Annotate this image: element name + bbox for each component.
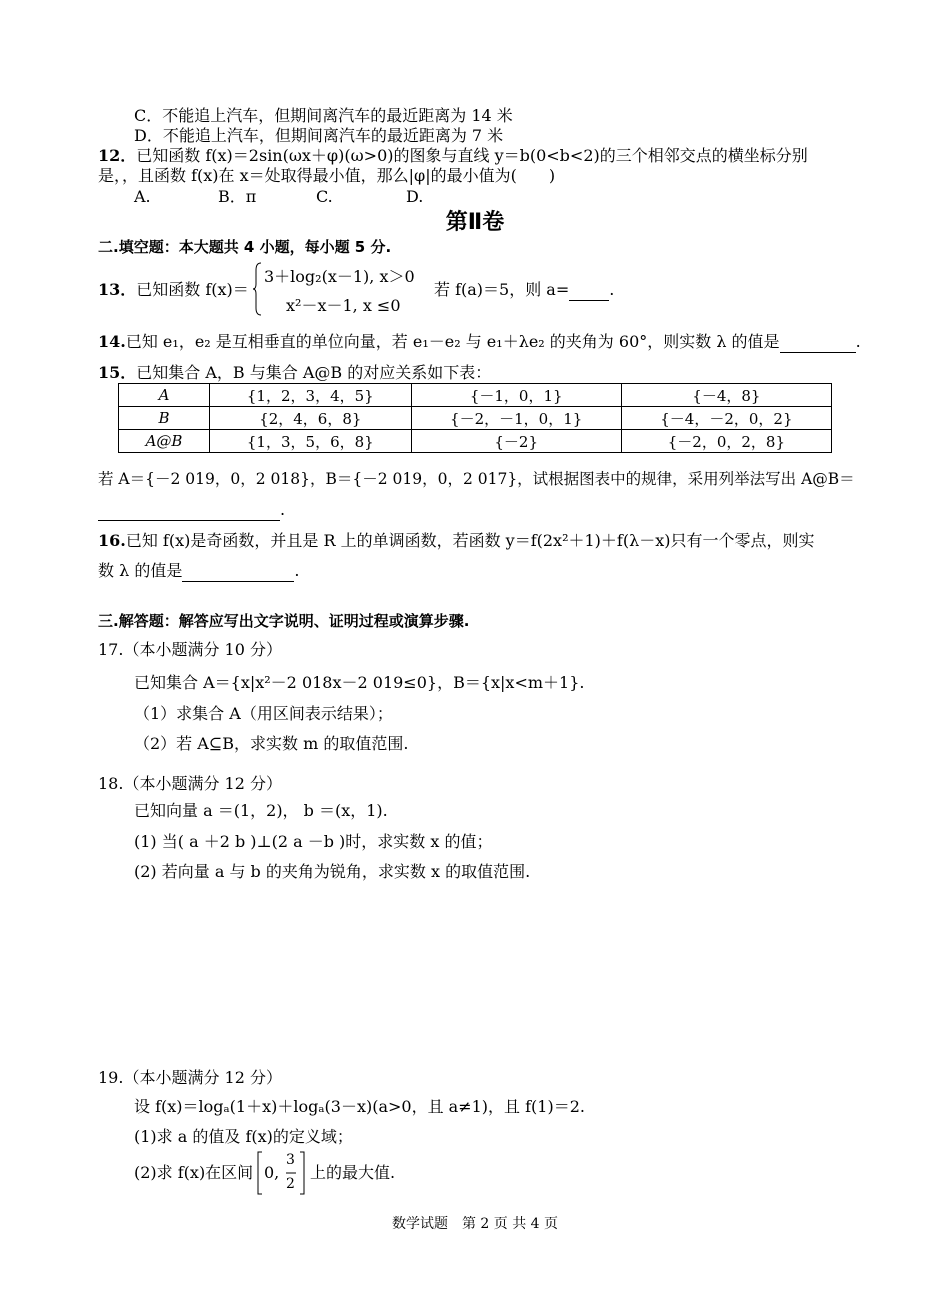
q16-answer-blank bbox=[182, 561, 294, 582]
q18-heading: 18.（本小题满分 12 分） bbox=[98, 774, 282, 793]
q12-text-line1: 已知函数 f(x)＝2sin(ωx＋φ)(ω>0)的图象与直线 y＝b(0<b<2)的三个相邻交点的横坐标分别 bbox=[136, 146, 808, 165]
q19-interval-left: 0, bbox=[264, 1163, 280, 1182]
q13-end: . bbox=[609, 280, 615, 299]
table-row bbox=[119, 384, 832, 407]
q16-text-line2: 数 λ 的值是 bbox=[98, 561, 183, 580]
table-cell: A bbox=[119, 384, 210, 407]
q14 bbox=[98, 332, 861, 353]
q13-number: 13． bbox=[98, 280, 137, 299]
q18-part1: (1) 当( a ＋2 b )⊥(2 a －b )时，求实数 x 的值； bbox=[134, 832, 493, 851]
q15-end: . bbox=[280, 500, 286, 519]
table-cell: {－1，0，1} bbox=[411, 384, 621, 407]
q14-text: 已知 e₁，e₂ 是互相垂直的单位向量，若 e₁－e₂ 与 e₁＋λe₂ 的夹角为 60°，则实数 λ 的值是 bbox=[125, 332, 780, 351]
table-cell: {－2} bbox=[411, 430, 621, 453]
q12-number: 12． bbox=[98, 146, 137, 165]
q15-answer-line bbox=[98, 500, 285, 521]
q16-end: . bbox=[294, 561, 300, 580]
table-cell: {1，3，5，6，8} bbox=[210, 430, 412, 453]
q12-option-b: B．π bbox=[218, 187, 257, 206]
q15-number: 15． bbox=[98, 363, 137, 382]
q13-pre: 已知函数 f(x)＝ bbox=[136, 280, 249, 299]
q19-frac-numerator: 3 bbox=[286, 1152, 295, 1168]
q13-piece2: x²－x－1, x ≤0 bbox=[286, 296, 401, 315]
q19-part2-post: 上的最大值. bbox=[310, 1163, 396, 1182]
q19-part1: (1)求 a 的值及 f(x)的定义域； bbox=[134, 1127, 353, 1146]
q13-brace-icon bbox=[252, 262, 262, 316]
section3-heading: 三.解答题：解答应写出文字说明、证明过程或演算步骤. bbox=[98, 612, 470, 630]
q13-piece1: 3＋log₂(x－1), x＞0 bbox=[264, 267, 415, 286]
table-cell: {－4，－2，0，2} bbox=[621, 407, 831, 430]
q16-text-line1: 已知 f(x)是奇函数，并且是 R 上的单调函数，若函数 y＝f(2x²＋1)＋f(λ－x)只有一个零点，则实 bbox=[125, 531, 815, 550]
table-row bbox=[119, 407, 832, 430]
q16-line2 bbox=[98, 561, 299, 582]
table-cell: {－4，8} bbox=[621, 384, 831, 407]
q15-answer-blank bbox=[98, 500, 280, 521]
q14-number: 14. bbox=[98, 332, 126, 351]
table-cell: A@B bbox=[119, 430, 210, 453]
table-cell: {－2，－1，0，1} bbox=[411, 407, 621, 430]
q13-answer-blank bbox=[569, 280, 609, 301]
q13-post: 若 f(a)＝5，则 a= bbox=[434, 280, 570, 299]
table-cell: {1，2，3，4，5} bbox=[210, 384, 412, 407]
q19-part2-pre: (2)求 f(x)在区间 bbox=[134, 1163, 254, 1182]
q13-stem bbox=[98, 280, 249, 300]
q14-answer-blank bbox=[780, 332, 856, 353]
q12-option-c: C. bbox=[316, 187, 333, 206]
q15-table bbox=[118, 383, 832, 453]
q16-number: 16. bbox=[98, 531, 126, 550]
q19-frac-denominator: 2 bbox=[286, 1176, 295, 1192]
q11-option-d: D．不能追上汽车，但期间离汽车的最近距离为 7 米 bbox=[134, 126, 504, 145]
q15-after: 若 A＝{－2 019，0，2 018}，B＝{－2 019，0，2 017}，试根据图表中的规律，采用列举法写出 A@B＝ bbox=[98, 470, 855, 488]
q12-text-line2: 是，，且函数 f(x)在 x＝处取得最小值，那么|φ|的最小值为( ) bbox=[98, 166, 556, 185]
part2-title: 第Ⅱ卷 bbox=[445, 210, 505, 235]
q17-stem: 已知集合 A＝{x|x²－2 018x－2 019≤0}，B＝{x|x<m＋1}. bbox=[134, 673, 585, 692]
section2-heading: 二.填空题：本大题共 4 小题，每小题 5 分. bbox=[98, 238, 392, 256]
page-footer: 数学试题 第 2 页 共 4 页 bbox=[391, 1216, 559, 1232]
table-cell: {2，4，6，8} bbox=[210, 407, 412, 430]
q16-line1 bbox=[98, 531, 814, 551]
table-cell: {－2，0，2，8} bbox=[621, 430, 831, 453]
table-cell: B bbox=[119, 407, 210, 430]
q17-part1: （1）求集合 A（用区间表示结果）； bbox=[134, 704, 393, 723]
q12-line1 bbox=[98, 146, 808, 166]
q14-end: . bbox=[855, 332, 861, 351]
q12-option-a: A. bbox=[134, 187, 151, 206]
q18-part2: (2) 若向量 a 与 b 的夹角为锐角，求实数 x 的取值范围. bbox=[134, 862, 531, 881]
q13-condition bbox=[434, 280, 614, 301]
q15-stem bbox=[98, 363, 491, 383]
q11-option-c: C．不能追上汽车，但期间离汽车的最近距离为 14 米 bbox=[134, 106, 513, 125]
q12-option-d: D. bbox=[406, 187, 424, 206]
q17-part2: （2）若 A⊆B，求实数 m 的取值范围. bbox=[134, 734, 409, 753]
q19-heading: 19.（本小题满分 12 分） bbox=[98, 1068, 282, 1087]
q18-stem: 已知向量 a ＝(1，2)， b ＝(x，1). bbox=[134, 801, 388, 820]
q17-heading: 17.（本小题满分 10 分） bbox=[98, 640, 282, 659]
table-row bbox=[119, 430, 832, 453]
q15-text: 已知集合 A，B 与集合 A@B 的对应关系如下表： bbox=[136, 363, 492, 382]
q19-stem: 设 f(x)＝logₐ(1＋x)＋logₐ(3－x)(a>0，且 a≠1)，且 f(1)＝2. bbox=[134, 1097, 585, 1116]
